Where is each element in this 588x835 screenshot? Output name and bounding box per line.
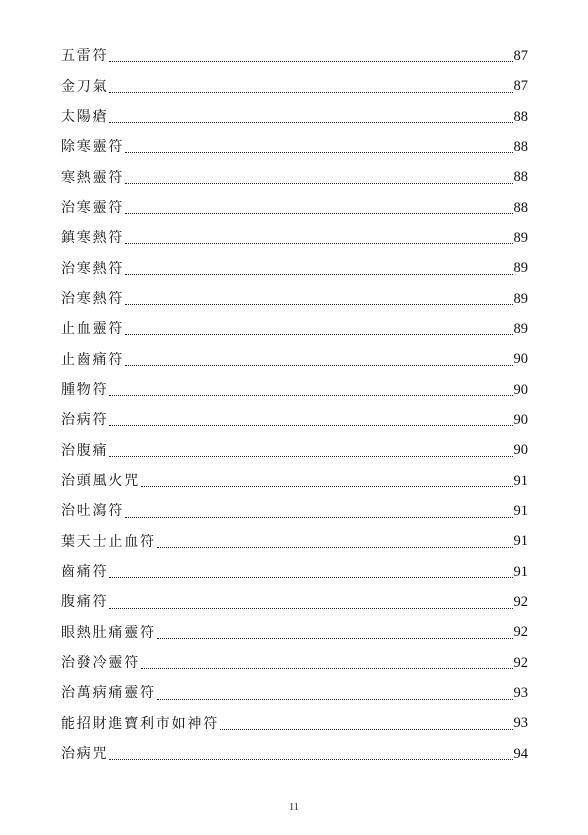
dot-leader	[125, 303, 512, 305]
toc-entry-title: 治寒靈符	[61, 199, 125, 216]
toc-entry-title: 治病符	[61, 412, 109, 429]
toc-entry-title: 眼熱肚痛靈符	[61, 624, 156, 641]
dot-leader	[109, 91, 512, 93]
dot-leader	[141, 485, 513, 487]
toc-entry-page: 90	[513, 381, 528, 398]
dot-leader	[109, 576, 512, 578]
toc-entry[interactable]	[61, 466, 528, 496]
dot-leader	[125, 273, 512, 275]
toc-entry[interactable]	[61, 557, 528, 587]
toc-entry-page: 91	[513, 533, 528, 550]
toc-entry-page: 90	[513, 351, 528, 368]
dot-leader	[157, 546, 513, 548]
toc-entry-title: 鎮寒熱符	[61, 230, 125, 247]
toc-entry-page: 91	[513, 503, 528, 520]
toc-entry[interactable]	[61, 314, 528, 344]
dot-leader	[109, 424, 512, 426]
toc-entry-page: 91	[513, 472, 528, 489]
dot-leader	[125, 212, 512, 214]
toc-entry-title: 止血靈符	[61, 321, 125, 338]
toc-entry[interactable]	[61, 739, 528, 769]
toc-entry-page: 92	[513, 594, 528, 611]
toc-entry-page: 90	[513, 442, 528, 459]
toc-entry-page: 94	[513, 745, 528, 762]
toc-entry-title: 治吐瀉符	[61, 503, 125, 520]
toc-entry[interactable]	[61, 223, 528, 253]
toc-entry-page: 93	[513, 685, 528, 702]
toc-entry-page: 92	[513, 624, 528, 641]
toc-entry-page: 88	[513, 138, 528, 155]
toc-entry[interactable]	[61, 162, 528, 192]
toc-entry[interactable]	[61, 284, 528, 314]
toc-entry[interactable]	[61, 435, 528, 465]
toc-entry[interactable]	[61, 71, 528, 101]
dot-leader	[125, 151, 512, 153]
dot-leader	[157, 698, 513, 700]
dot-leader	[125, 242, 512, 244]
toc-entry[interactable]	[61, 527, 528, 557]
toc-entry-title: 治頭風火咒	[61, 472, 140, 489]
page-number: 11	[289, 802, 299, 813]
toc-entry-title: 治萬病痛靈符	[61, 685, 156, 702]
toc-entry[interactable]	[61, 193, 528, 223]
toc-entry[interactable]	[61, 253, 528, 283]
toc-entry-page: 93	[513, 715, 528, 732]
toc-entry-title: 能招財進寶利市如神符	[61, 715, 219, 732]
dot-leader	[109, 455, 512, 457]
dot-leader	[109, 60, 512, 62]
toc-entry-page: 88	[513, 199, 528, 216]
toc-entry-page: 87	[513, 78, 528, 95]
toc-entry-page: 89	[513, 290, 528, 307]
dot-leader	[141, 667, 513, 669]
toc-entry[interactable]	[61, 132, 528, 162]
toc-entry-title: 止齒痛符	[61, 351, 125, 368]
dot-leader	[109, 121, 512, 123]
toc-entry-title: 治寒熱符	[61, 260, 125, 277]
toc-entry[interactable]	[61, 648, 528, 678]
toc-entry-title: 治發冷靈符	[61, 655, 140, 672]
toc-entry-page: 89	[513, 260, 528, 277]
toc-entry-page: 88	[513, 108, 528, 125]
toc-entry-page: 87	[513, 47, 528, 64]
toc-entry-page: 92	[513, 654, 528, 671]
dot-leader	[125, 333, 512, 335]
toc-entry-title: 寒熱靈符	[61, 169, 125, 186]
toc-entry-page: 91	[513, 563, 528, 580]
toc-entry[interactable]	[61, 344, 528, 374]
toc-entry-title: 腫物符	[61, 381, 109, 398]
toc-entry-page: 89	[513, 321, 528, 338]
toc-entry-page: 90	[513, 412, 528, 429]
toc-entry-title: 太陽瘡	[61, 108, 109, 125]
dot-leader	[109, 758, 512, 760]
toc-entry-page: 88	[513, 169, 528, 186]
toc-entry-title: 治病咒	[61, 746, 109, 763]
dot-leader	[125, 182, 512, 184]
dot-leader	[109, 607, 512, 609]
dot-leader	[125, 516, 512, 518]
toc-entry[interactable]	[61, 496, 528, 526]
toc-entry-title: 五雷符	[61, 48, 109, 65]
dot-leader	[125, 364, 512, 366]
toc-entry[interactable]	[61, 102, 528, 132]
dot-leader	[109, 394, 512, 396]
toc-entry-title: 齒痛符	[61, 564, 109, 581]
toc-entry-page: 89	[513, 229, 528, 246]
toc-entry-title: 治腹痛	[61, 442, 109, 459]
toc-entry-title: 除寒靈符	[61, 139, 125, 156]
toc-entry[interactable]	[61, 618, 528, 648]
toc-entry[interactable]	[61, 405, 528, 435]
toc-entry-title: 腹痛符	[61, 594, 109, 611]
toc-entry-title: 治寒熱符	[61, 290, 125, 307]
toc-entry[interactable]	[61, 375, 528, 405]
dot-leader	[220, 728, 513, 730]
table-of-contents	[61, 41, 528, 769]
toc-entry[interactable]	[61, 587, 528, 617]
toc-entry[interactable]	[61, 678, 528, 708]
toc-entry[interactable]	[61, 41, 528, 71]
toc-entry[interactable]	[61, 709, 528, 739]
toc-entry-title: 葉天士止血符	[61, 533, 156, 550]
toc-entry-title: 金刀氣	[61, 78, 109, 95]
dot-leader	[157, 637, 513, 639]
